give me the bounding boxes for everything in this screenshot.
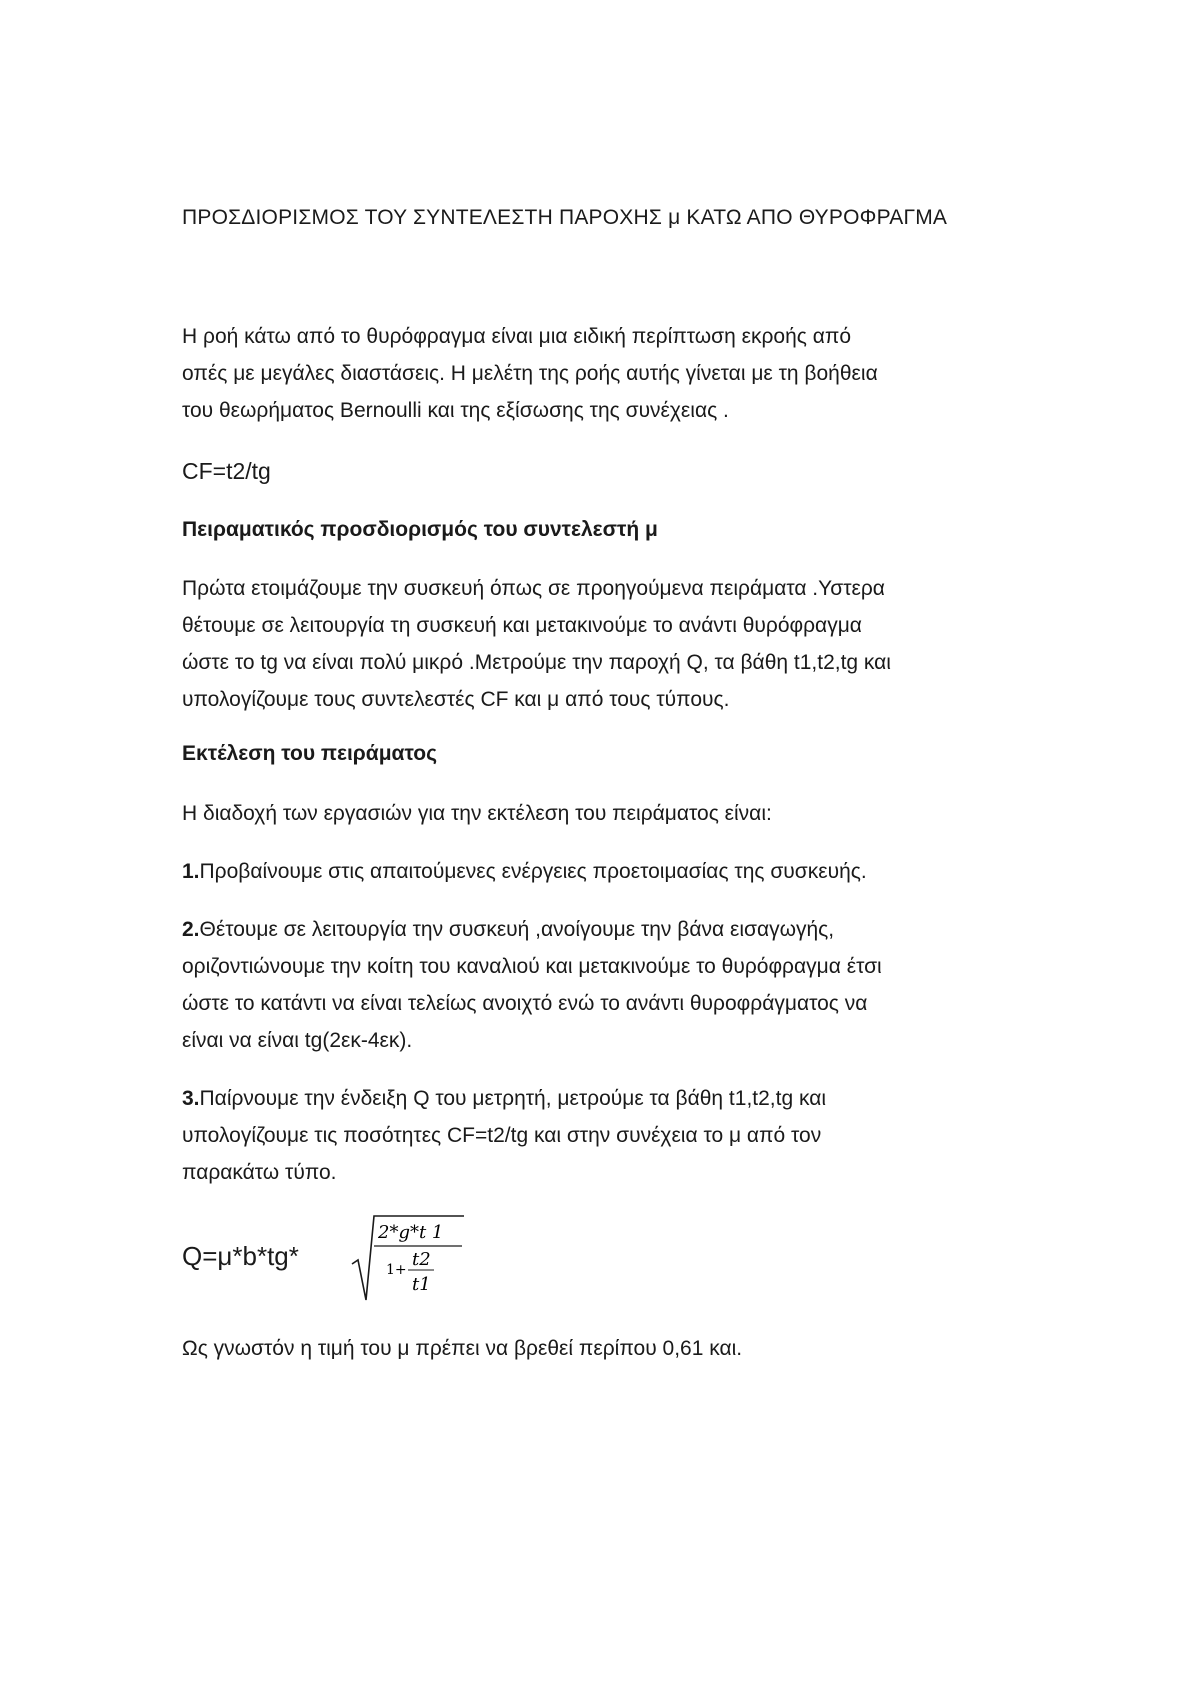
step-3-line-1 (182, 1080, 826, 1117)
section1-line-1: Πρώτα ετοιμάζουμε την συσκευή όπως σε προηγούμενα πειράματα .Υστερα (182, 577, 885, 600)
step-3-line-2: υπολογίζουμε τις ποσότητες CF=t2/tg και στην συνέχεια το μ από τον (182, 1124, 822, 1147)
step-2-text-1: Θέτουμε σε λειτουργία την συσκευή ,ανοίγουμε την βάνα εισαγωγής, (199, 918, 835, 941)
intro-line-2: οπές με μεγάλες διαστάσεις. Η μελέτη της ροής αυτής γίνεται με τη βοήθεια (182, 362, 878, 385)
step-2-line-2: οριζοντιώνουμε την κοίτη του καναλιού και μετακινούμε το θυρόφραγμα έτσι (182, 955, 882, 978)
intro-line-1: Η ροή κάτω από το θυρόφραγμα είναι μια ειδική περίπτωση εκροής από (182, 325, 852, 348)
step-2-line-4: είναι να είναι tg(2εκ-4εκ). (182, 1029, 413, 1052)
step-1-number: 1. (182, 860, 200, 883)
discharge-formula (182, 1212, 482, 1307)
section1-line-4: υπολογίζουμε τους συντελεστές CF και μ από τους τύπους. (182, 688, 730, 711)
step-3-text-1: Παίρνουμε την ένδειξη Q του μετρητή, μετρούμε τα βάθη t1,t2,tg και (199, 1087, 827, 1110)
conclusion-text: Ως γνωστόν η τιμή του μ πρέπει να βρεθεί περίπου 0,61 και. (182, 1337, 743, 1360)
formula-denominator-one: 1+ (386, 1262, 407, 1278)
step-2-number: 2. (182, 918, 200, 941)
section2-intro: Η διαδοχή των εργασιών για την εκτέλεση του πειράματος είναι: (182, 802, 772, 825)
step-3-line-3: παρακάτω τύπο. (182, 1161, 337, 1184)
section1-line-2: θέτουμε σε λειτουργία τη συσκευή και μετακινούμε το ανάντι θυρόφραγμα (182, 614, 862, 637)
formula-lhs: Q=μ*b*tg* (182, 1241, 299, 1271)
square-root-fraction (350, 1212, 470, 1307)
cf-formula: CF=t2/tg (182, 458, 271, 484)
step-3-number: 3. (182, 1087, 200, 1110)
section1-line-3: ώστε το tg να είναι πολύ μικρό .Μετρούμε την παροχή Q, τα βάθη t1,t2,tg και (182, 651, 891, 674)
formula-numerator: 2*g*t 1 (378, 1222, 444, 1243)
step-2-line-3: ώστε το κατάντι να είναι τελείως ανοιχτό ενώ το ανάντι θυροφράγματος να (182, 992, 868, 1015)
step-1 (182, 853, 867, 890)
formula-inner-denominator: t1 (412, 1274, 431, 1295)
step-2-line-1 (182, 911, 834, 948)
intro-line-3: του θεωρήματος Bernoulli και της εξίσωσης της συνέχειας . (182, 399, 729, 422)
document-title: ΠΡΟΣΔΙΟΡΙΣΜΟΣ ΤΟΥ ΣΥΝΤΕΛΕΣΤΗ ΠΑΡΟΧΗΣ μ ΚΑΤΩ ΑΠΟ ΘΥΡΟΦΡΑΓΜΑ (182, 206, 948, 229)
section-heading-experimental: Πειραματικός προσδιορισμός του συντελεστή μ (182, 518, 658, 541)
section-heading-execution: Εκτέλεση του πειράματος (182, 742, 437, 765)
formula-inner-numerator: t2 (412, 1249, 431, 1270)
step-1-text: Προβαίνουμε στις απαιτούμενες ενέργειες προετοιμασίας της συσκευής. (199, 860, 867, 883)
